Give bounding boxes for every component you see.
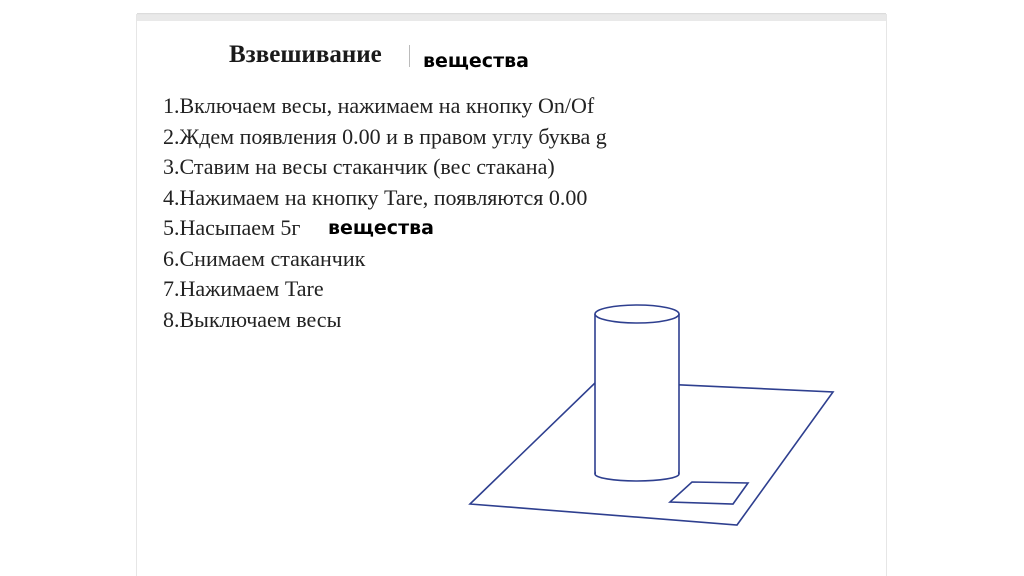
diagram-lines [470,305,833,525]
step-item: 7.Нажимаем Tare [163,276,324,301]
step-item: 2.Ждем появления 0.00 и в правом углу буква g [163,123,607,149]
step-item: 5.Насыпаем 5г [163,215,301,240]
scale-with-cup-diagram [137,15,886,576]
slide-title: Взвешивание [229,41,382,68]
step-item: 6.Снимаем стаканчик [163,245,366,271]
title-overlay-text: вещества [423,50,529,72]
step-item: 1.Включаем весы, нажимаем на кнопку On/Of [163,93,595,118]
cup-rim [595,305,679,323]
step-item: 3.Ставим на весы стаканчик (вес стакана) [163,154,555,179]
step-item: 8.Выключаем весы [163,306,342,332]
cup-body-fill [596,314,678,474]
slide [137,15,886,576]
step-item: 4.Нажимаем на кнопку Tare, появляются 0.00 [163,184,588,210]
scale-display-panel [670,482,748,504]
step5-overlay-text: вещества [328,217,434,239]
